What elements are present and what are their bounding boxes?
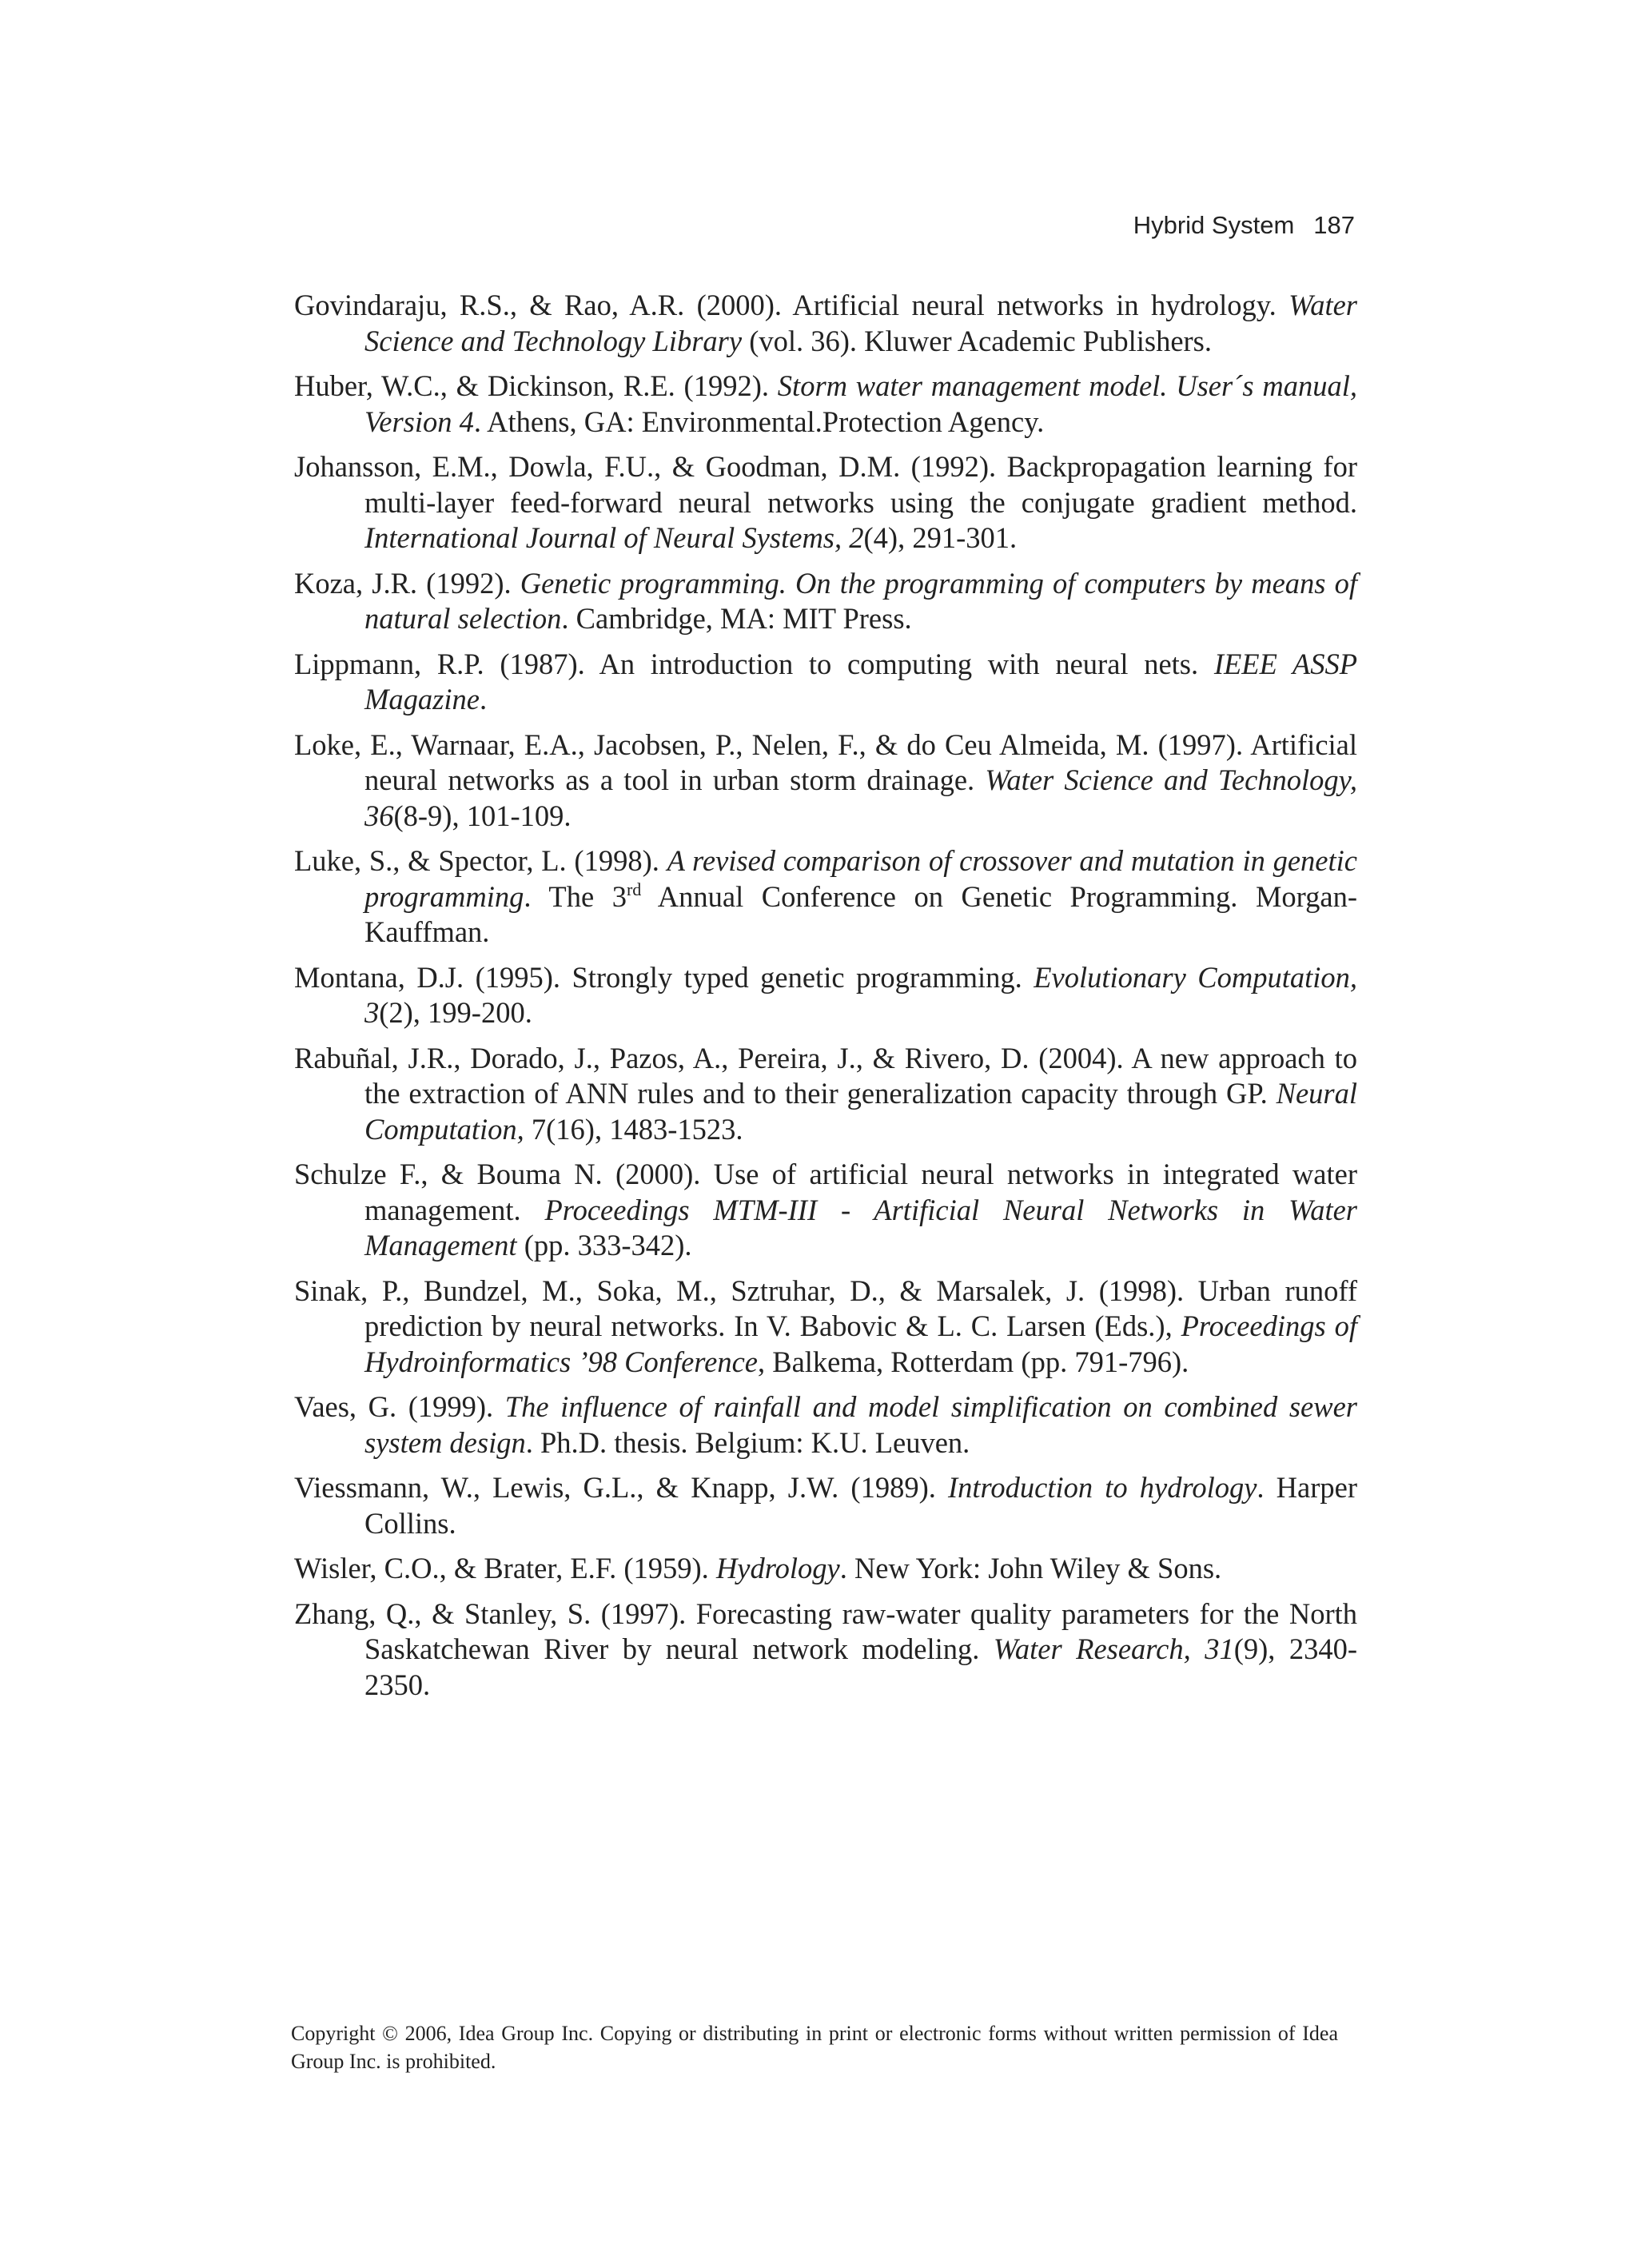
reference-entry: Vaes, G. (1999). The influence of rainfall and model simplification on combined sewer system design. Ph.D. thesis. Belgium: K.U. Leuven. [294, 1390, 1357, 1459]
reference-entry: Johansson, E.M., Dowla, F.U., & Goodman, D.M. (1992). Backpropagation learning for multi-layer feed-forward neural networks using the conjugate gradient method. International Journal of Neural Systems, 2(4), 291-301. [294, 450, 1357, 554]
reference-entry: Sinak, P., Bundzel, M., Soka, M., Sztruhar, D., & Marsalek, J. (1998). Urban runoff prediction by neural networks. In V. Babovic & L. C. Larsen (Eds.), Proceedings of Hydroinformatics ’98 Conference, Balkema, Rotterdam (pp. 791-796). [294, 1274, 1358, 1378]
reference-entry: Loke, E., Warnaar, E.A., Jacobsen, P., Nelen, F., & do Ceu Almeida, M. (1997). Artificial neural networks as a tool in urban storm drainage. Water Science and Technology, 36(8-9), 101-109. [294, 727, 1357, 832]
reference-entry: Schulze F., & Bouma N. (2000). Use of artificial neural networks in integrated water management. Proceedings MTM-III - Artificial Neural Networks in Water Management (pp. 333-342). [294, 1158, 1357, 1262]
reference-list [294, 288, 1357, 1712]
reference-entry: Koza, J.R. (1992). Genetic programming. On the programming of computers by means of natural selection. Cambridge, MA: MIT Press. [294, 566, 1358, 635]
reference-entry: Wisler, C.O., & Brater, E.F. (1959). Hydrology. New York: John Wiley & Sons. [294, 1552, 1222, 1584]
reference-entry: Huber, W.C., & Dickinson, R.E. (1992). Storm water management model. User´s manual, Version 4. Athens, GA: Environmental.Protection Agency. [294, 369, 1357, 438]
reference-entry: Montana, D.J. (1995). Strongly typed genetic programming. Evolutionary Computation, 3(2), 199-200. [294, 960, 1358, 1029]
copyright-notice: Copyright © 2006, Idea Group Inc. Copying or distributing in print or electronic forms without written permission of Idea Group Inc. is prohibited. [291, 2022, 1338, 2073]
reference-entry: Zhang, Q., & Stanley, S. (1997). Forecasting raw-water quality parameters for the North Saskatchewan River by neural network modeling. Water Research, 31(9), 2340-2350. [294, 1596, 1357, 1701]
page-number: 187 [1313, 211, 1355, 239]
running-header [1071, 209, 1355, 241]
reference-entry: Rabuñal, J.R., Dorado, J., Pazos, A., Pereira, J., & Rivero, D. (2004). A new approach to the extraction of ANN rules and to their generalization capacity through GP. Neural Computation, 7(16), 1483-1523. [294, 1041, 1357, 1146]
reference-entry: Lippmann, R.P. (1987). An introduction to computing with neural nets. IEEE ASSP Magazine. [294, 647, 1357, 715]
running-title: Hybrid System [1133, 211, 1295, 239]
reference-entry: Viessmann, W., Lewis, G.L., & Knapp, J.W. (1989). Introduction to hydrology. Harper Collins. [294, 1471, 1357, 1540]
reference-entry: Govindaraju, R.S., & Rao, A.R. (2000). Artificial neural networks in hydrology. Water Science and Technology Library (vol. 36). Kluwer Academic Publishers. [294, 289, 1357, 357]
reference-entry: Luke, S., & Spector, L. (1998). A revised comparison of crossover and mutation in genetic programming. The 3rd Annual Conference on Genetic Programming. Morgan-Kauffman. [294, 844, 1357, 948]
